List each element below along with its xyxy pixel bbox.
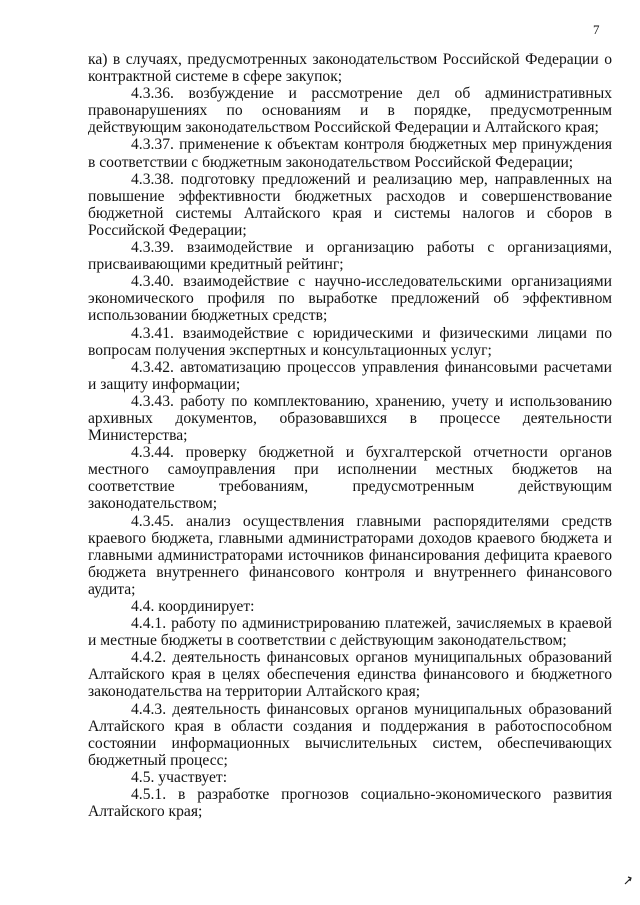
paragraph-4-3-39: 4.3.39. взаимодействие и организацию работы с организациями, присваивающими кредитный рейтинг; [88,239,612,274]
document-body [88,51,612,820]
paragraph-4-3-36: 4.3.36. возбуждение и рассмотрение дел об административных правонарушениях по основаниям и в порядке, предусмотренным действующим законодательством Российской Федерации и Алтайского края; [88,85,612,137]
corner-mark-icon [622,874,634,886]
paragraph-4-3-44: 4.3.44. проверку бюджетной и бухгалтерской отчетности органов местного самоуправления при исполнении местных бюджетов на соответствие требованиям, предусмотренным действующим законодательством; [88,444,612,513]
paragraph-4-3-37: 4.3.37. применение к объектам контроля бюджетных мер принуждения в соответствии с бюджетным законодательством Российской Федерации; [88,136,612,171]
paragraph-continuation: ка) в случаях, предусмотренных законодательством Российской Федерации о контрактной системе в сфере закупок; [88,51,612,86]
paragraph-4-5: 4.5. участвует: [131,768,228,786]
paragraph-4-5-1: 4.5.1. в разработке прогнозов социально-экономического развития Алтайского края; [88,786,612,821]
paragraph-4-4: 4.4. координирует: [131,598,255,615]
paragraph-4-4-2: 4.4.2. деятельность финансовых органов муниципальных образований Алтайского края в целях обеспечения единства финансового и бюджетного законодательства на территории Алтайского края; [88,649,612,701]
paragraph-4-3-40: 4.3.40. взаимодействие с научно-исследовательскими организациями экономического профиля по выработке предложений об эффективном использовании бюджетных средств; [88,273,612,325]
page-number: 7 [593,22,600,37]
paragraph-4-3-43: 4.3.43. работу по комплектованию, хранению, учету и использованию архивных документов, образовавшихся в процессе деятельности Министерства; [88,392,612,445]
paragraph-4-3-41: 4.3.41. взаимодействие с юридическими и физическими лицами по вопросам получения экспертных и консультационных услуг; [88,324,612,359]
paragraph-4-3-45: 4.3.45. анализ осуществления главными распорядителями средств краевого бюджета, главными администраторами доходов краевого бюджета и главными администраторами источников финансирования дефицита краевого бюджета внутреннего финансового контроля и внутреннего финансового аудита; [88,512,612,598]
paragraph-4-3-42: 4.3.42. автоматизацию процессов управления финансовыми расчетами и защиту информации; [88,358,612,393]
paragraph-4-4-1: 4.4.1. работу по администрированию платежей, зачисляемых в краевой и местные бюджеты в соответствии с действующим законодательством; [88,615,612,650]
paragraph-4-3-38: 4.3.38. подготовку предложений и реализацию мер, направленных на повышение эффективности бюджетных расходов и совершенствование бюджетной системы Алтайского края и системы налогов и сборов в Российской Федерации; [88,170,612,239]
paragraph-4-4-3: 4.4.3. деятельность финансовых органов муниципальных образований Алтайского края в области создания и поддержания в работоспособном состоянии информационных вычислительных систем, обеспечивающих бюджетный процесс; [88,700,612,769]
